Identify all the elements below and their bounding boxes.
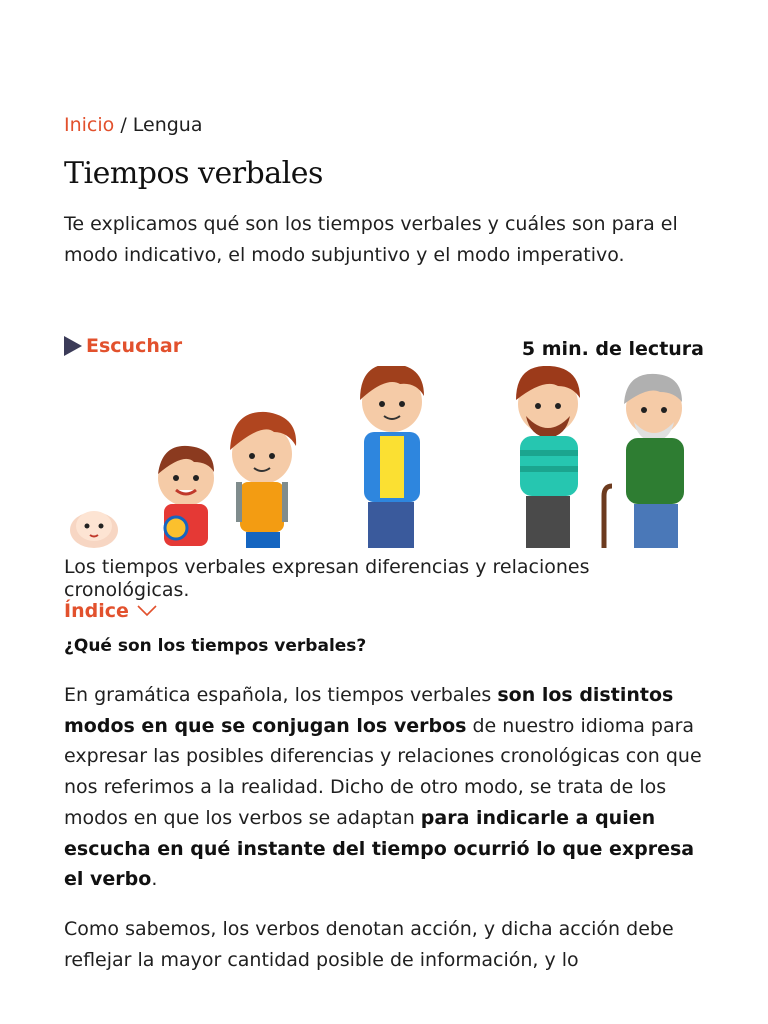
article-intro: Te explicamos qué son los tiempos verbales y cuáles son para el modo indicativo, el modo subjuntivo y el modo imperativo. <box>64 213 678 266</box>
p1-text-b: de nuestro idioma para expresar las posibles diferencias y relaciones cronológicas con que nos referimos a la realidad. Dicho de otro modo, se trata de los modos en que los verbos se adaptan <box>64 714 702 829</box>
breadcrumb-current: Lengua <box>132 114 203 136</box>
toddler-figure <box>158 446 214 546</box>
hero-illustration <box>64 366 704 548</box>
baby-figure <box>70 511 118 548</box>
index-toggle[interactable] <box>64 600 157 622</box>
adult-figure <box>516 366 580 548</box>
image-caption: Los tiempos verbales expresan diferencias y relaciones cronológicas. <box>64 556 590 601</box>
read-time: 5 min. de lectura <box>521 338 704 360</box>
teen-figure <box>360 366 424 548</box>
chevron-down-icon <box>137 605 157 617</box>
breadcrumb-home-link[interactable]: Inicio <box>64 114 115 136</box>
page-title: Tiempos verbales <box>64 156 323 191</box>
p1-text-c: . <box>151 868 158 891</box>
section-heading: ¿Qué son los tiempos verbales? <box>64 636 367 656</box>
play-icon <box>64 336 82 356</box>
paragraph-2: Como sabemos, los verbos denotan acción, y dicha acción debe reflejar la mayor cantidad posible de información, y lo <box>64 918 674 971</box>
listen-label: Escuchar <box>86 335 183 357</box>
p1-bold-b: para indicarle a quien escucha en qué instante del tiempo ocurrió lo que expresa el verbo <box>64 806 695 891</box>
paragraph-1 <box>64 680 704 895</box>
breadcrumb-separator: / <box>114 114 133 136</box>
p1-bold-a: son los distintos modos en que se conjugan los verbos <box>64 684 674 737</box>
child-figure <box>230 412 296 548</box>
breadcrumb <box>64 112 203 138</box>
p1-text-a: En gramática española, los tiempos verbales <box>64 684 498 706</box>
elder-figure <box>604 374 684 548</box>
index-label: Índice <box>64 600 129 622</box>
listen-button[interactable] <box>64 335 182 357</box>
